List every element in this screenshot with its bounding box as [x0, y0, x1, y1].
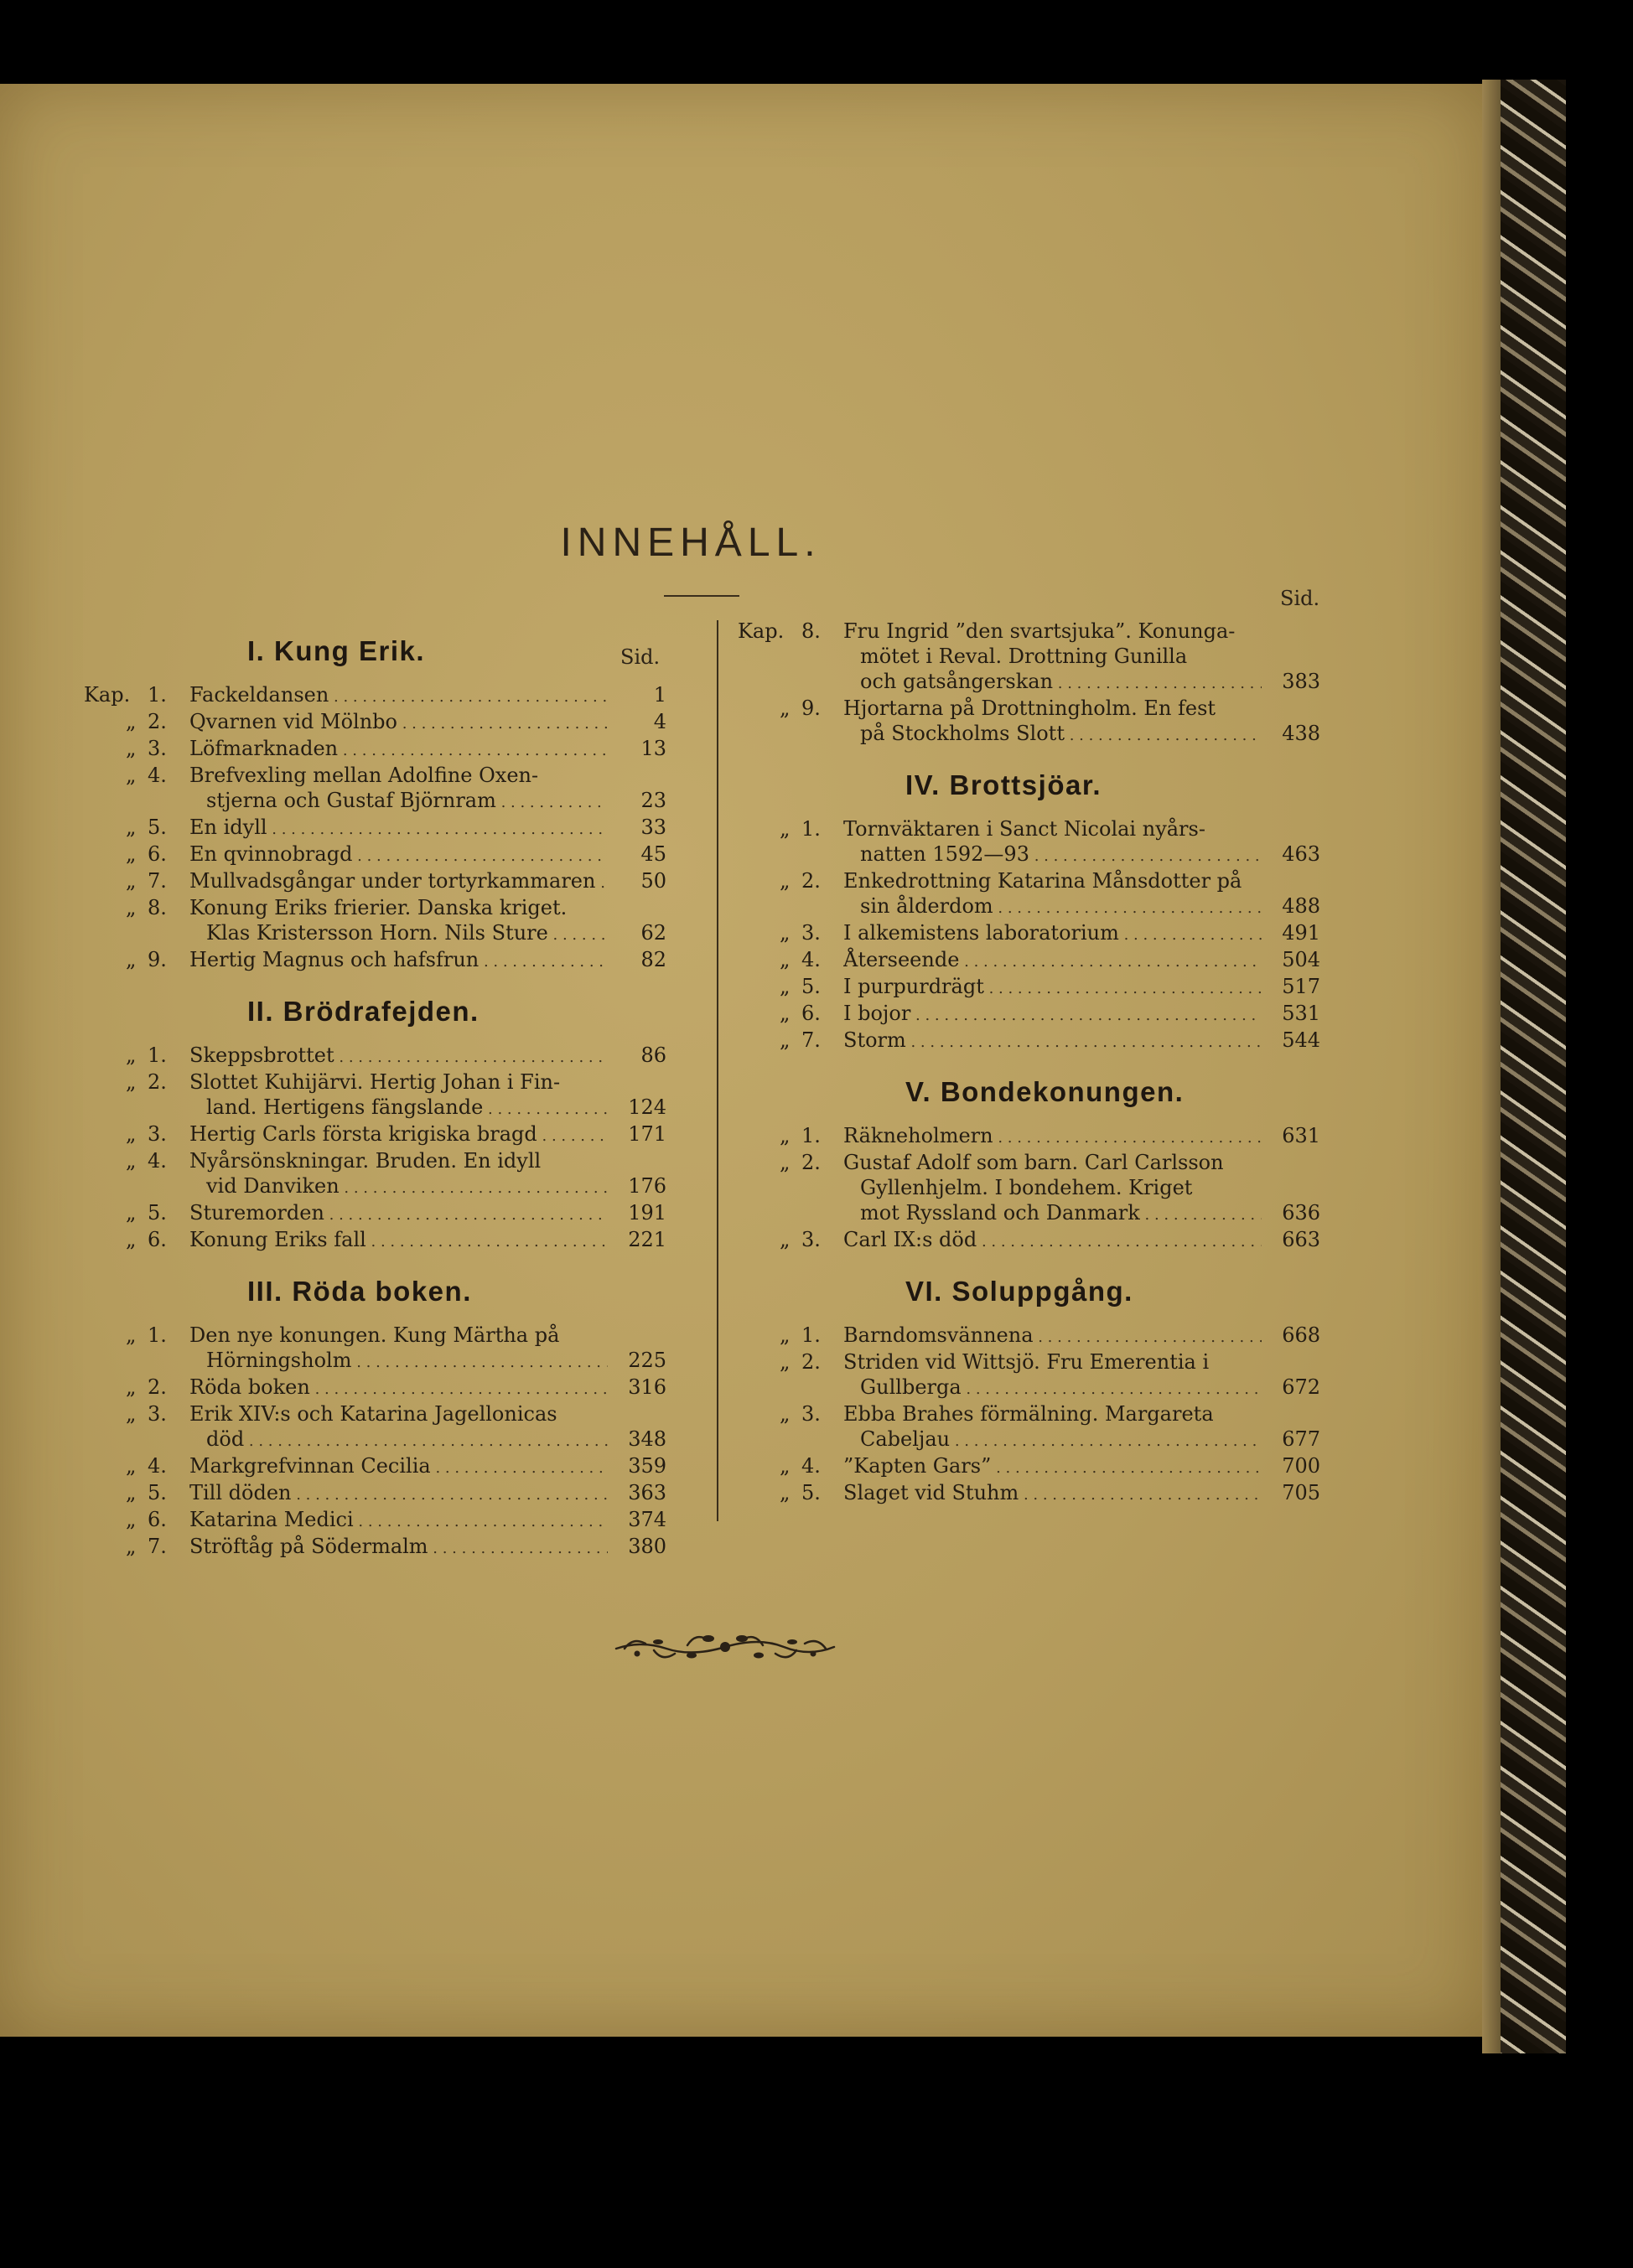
- chapter-title: [189, 1480, 608, 1505]
- chapter-number: 2.: [148, 710, 167, 733]
- chapter-title: [189, 947, 608, 972]
- toc-entry: [84, 1148, 666, 1199]
- toc-entry: [84, 736, 666, 761]
- chapter-number: 2.: [148, 1070, 167, 1094]
- chapter-title-line: Sturemorden . . .: [189, 1200, 608, 1225]
- page-number: 124: [628, 1095, 666, 1119]
- chapter-marker: „: [126, 948, 137, 971]
- chapter-number: 1.: [148, 1323, 167, 1347]
- toc-entry: [738, 1349, 1320, 1400]
- chapter-title: [189, 682, 608, 707]
- page-number: 668: [1282, 1323, 1320, 1347]
- page-number: 700: [1282, 1454, 1320, 1478]
- chapter-marker: „: [126, 1043, 137, 1067]
- chapter-number: 5.: [148, 816, 167, 839]
- page-number: 62: [640, 921, 666, 945]
- chapter-title-line: I alkemistens laboratorium . . .: [843, 920, 1262, 945]
- chapter-title-line: Räkneholmern . . .: [843, 1123, 1262, 1148]
- toc-entry: [84, 895, 666, 945]
- chapter-title: [843, 947, 1262, 972]
- chapter-title-line: Ströftåg på Södermalm . . .: [189, 1534, 608, 1559]
- chapter-number: 4.: [148, 764, 167, 787]
- toc-entry: [84, 1375, 666, 1400]
- chapter-title-line: och gatsångerskan . . .: [843, 669, 1262, 694]
- chapter-title: [843, 619, 1262, 694]
- chapter-marker: „: [126, 816, 137, 839]
- chapter-number: 8.: [148, 896, 167, 919]
- chapter-title: [843, 1150, 1262, 1225]
- chapter-title: [189, 815, 608, 840]
- chapter-marker: „: [780, 1350, 791, 1374]
- chapter-title-line: Tornväktaren i Sanct Nicolai nyårs-: [843, 817, 1205, 841]
- section-heading: III. Röda boken.: [247, 1276, 472, 1307]
- chapter-title: [189, 1069, 608, 1120]
- page-number: 13: [640, 737, 666, 760]
- page-number: 50: [640, 869, 666, 893]
- page-number: 491: [1282, 921, 1320, 945]
- chapter-marker: „: [126, 1508, 137, 1531]
- chapter-title: [189, 1043, 608, 1068]
- chapter-number: 4.: [801, 948, 821, 971]
- chapter-title-line: Ebba Brahes förmälning. Margareta: [843, 1402, 1214, 1426]
- chapter-marker: „: [126, 896, 137, 919]
- page-number: 672: [1282, 1375, 1320, 1399]
- page-number: 380: [628, 1535, 666, 1558]
- toc-entry: [84, 868, 666, 893]
- chapter-number: 3.: [148, 1122, 167, 1146]
- page-number: 531: [1282, 1002, 1320, 1025]
- chapter-title: [843, 1028, 1262, 1053]
- chapter-number: 4.: [148, 1149, 167, 1173]
- chapter-title-line: Carl IX:s död . . .: [843, 1227, 1262, 1252]
- chapter-title: [189, 1323, 608, 1373]
- chapter-number: 7.: [148, 1535, 167, 1558]
- chapter-marker: „: [126, 1149, 137, 1173]
- page-number: 359: [628, 1454, 666, 1478]
- chapter-title-line: I purpurdrägt . . .: [843, 974, 1262, 999]
- chapter-title-line: En idyll . . .: [189, 815, 608, 840]
- chapter-title: [843, 920, 1262, 945]
- toc-entry: [84, 1200, 666, 1225]
- chapter-marker: „: [780, 948, 791, 971]
- page-number: 45: [640, 842, 666, 866]
- chapter-title: [843, 816, 1262, 867]
- chapter-title: [189, 841, 608, 867]
- toc-entry: [738, 947, 1320, 972]
- page-number: 374: [628, 1508, 666, 1531]
- chapter-title-line: Till döden . . .: [189, 1480, 608, 1505]
- chapter-title-line: land. Hertigens fängslande . . .: [189, 1095, 608, 1120]
- chapter-title-line: Gullberga . . .: [843, 1375, 1262, 1400]
- chapter-title-line: Cabeljau . . .: [843, 1427, 1262, 1452]
- page-number: 383: [1282, 670, 1320, 693]
- chapter-title: [189, 1200, 608, 1225]
- chapter-title-line: död . . .: [189, 1427, 608, 1452]
- chapter-title-line: Hörningsholm . . .: [189, 1348, 608, 1373]
- page-number: 517: [1282, 975, 1320, 998]
- page-title: INNEHÅLL.: [560, 520, 822, 565]
- chapter-title: [843, 974, 1262, 999]
- chapter-title-line: vid Danviken . . .: [189, 1173, 608, 1199]
- chapter-marker: „: [126, 710, 137, 733]
- chapter-title-line: sin ålderdom . . .: [843, 893, 1262, 919]
- chapter-title-line: Slottet Kuhijärvi. Hertig Johan i Fin-: [189, 1070, 561, 1094]
- chapter-title-line: Gyllenhjelm. I bondehem. Kriget: [860, 1176, 1193, 1199]
- section-heading: IV. Brottsjöar.: [905, 769, 1102, 800]
- chapter-marker: „: [126, 1402, 137, 1426]
- chapter-title: [189, 1375, 608, 1400]
- chapter-number: 3.: [148, 737, 167, 760]
- chapter-marker: „: [780, 1481, 791, 1504]
- toc-entry: [738, 1323, 1320, 1348]
- page-number: 504: [1282, 948, 1320, 971]
- chapter-number: 5.: [801, 975, 821, 998]
- chapter-marker: „: [780, 1002, 791, 1025]
- section-heading: I. Kung Erik.: [247, 635, 426, 666]
- toc-entry: [84, 1401, 666, 1452]
- chapter-marker: „: [780, 1124, 791, 1147]
- chapter-number: 7.: [801, 1028, 821, 1052]
- toc-entry: [738, 816, 1320, 867]
- column-divider: [717, 620, 718, 1521]
- chapter-title-line: Erik XIV:s och Katarina Jagellonicas: [189, 1402, 557, 1426]
- chapter-number: 3.: [801, 921, 821, 945]
- page-number: 438: [1282, 722, 1320, 745]
- chapter-title: [189, 709, 608, 734]
- section-heading: V. Bondekonungen.: [905, 1076, 1185, 1107]
- chapter-title-line: stjerna och Gustaf Björnram . . .: [189, 788, 608, 813]
- chapter-title-line: Striden vid Wittsjö. Fru Emerentia i: [843, 1350, 1210, 1374]
- page-number: 86: [640, 1043, 666, 1067]
- toc-entry: [738, 1453, 1320, 1478]
- page-number: 4: [653, 710, 666, 733]
- chapter-title: [843, 696, 1262, 746]
- section-heading: II. Brödrafejden.: [247, 996, 480, 1027]
- book-spine: [1482, 80, 1566, 2053]
- toc-entry: [738, 1401, 1320, 1452]
- title-rule: [664, 595, 739, 597]
- chapter-number: 7.: [148, 869, 167, 893]
- page-number: 631: [1282, 1124, 1320, 1147]
- chapter-number: 1.: [148, 1043, 167, 1067]
- chapter-marker: „: [780, 1454, 791, 1478]
- chapter-marker: „: [780, 817, 791, 841]
- chapter-title-line: Slaget vid Stuhm . . .: [843, 1480, 1262, 1505]
- chapter-marker: „: [780, 1402, 791, 1426]
- chapter-title-line: Markgrefvinnan Cecilia . . .: [189, 1453, 608, 1478]
- chapter-number: 6.: [148, 842, 167, 866]
- chapter-title-line: Löfmarknaden . . .: [189, 736, 608, 761]
- chapter-marker: Kap.: [738, 619, 785, 643]
- chapter-title-line: Röda boken . . .: [189, 1375, 608, 1400]
- chapter-title-line: Nyårsönskningar. Bruden. En idyll: [189, 1149, 542, 1173]
- chapter-title: [189, 1121, 608, 1147]
- toc-entry: [84, 947, 666, 972]
- chapter-title: [843, 868, 1262, 919]
- chapter-marker: „: [126, 764, 137, 787]
- chapter-number: 8.: [801, 619, 821, 643]
- chapter-marker: „: [126, 1201, 137, 1225]
- page-number: 705: [1282, 1481, 1320, 1504]
- page-number: 544: [1282, 1028, 1320, 1052]
- toc-entry: [738, 1001, 1320, 1026]
- chapter-number: 3.: [148, 1402, 167, 1426]
- chapter-title: [843, 1349, 1262, 1400]
- chapter-title-line: En qvinnobragd . . .: [189, 841, 608, 867]
- chapter-title-line: Den nye konungen. Kung Märtha på: [189, 1323, 560, 1347]
- chapter-number: 5.: [148, 1481, 167, 1504]
- page-number: 176: [628, 1174, 666, 1198]
- chapter-title: [843, 1001, 1262, 1026]
- chapter-title: [189, 736, 608, 761]
- chapter-number: 1.: [801, 1124, 821, 1147]
- floral-ornament-icon: [608, 1622, 842, 1672]
- chapter-title-line: Qvarnen vid Mölnbo . . .: [189, 709, 608, 734]
- chapter-title: [189, 1148, 608, 1199]
- page-number: 677: [1282, 1427, 1320, 1451]
- chapter-title: [189, 763, 608, 813]
- chapter-number: 2.: [801, 1350, 821, 1374]
- chapter-number: 4.: [148, 1454, 167, 1478]
- chapter-number: 4.: [801, 1454, 821, 1478]
- toc-entry: [84, 709, 666, 734]
- section-heading: VI. Soluppgång.: [905, 1276, 1133, 1307]
- page-number: 488: [1282, 894, 1320, 918]
- chapter-marker: „: [780, 975, 791, 998]
- toc-entry: [738, 1123, 1320, 1148]
- chapter-number: 2.: [801, 869, 821, 893]
- chapter-title: [843, 1123, 1262, 1148]
- chapter-number: 2.: [148, 1375, 167, 1399]
- chapter-marker: „: [126, 737, 137, 760]
- chapter-marker: „: [126, 1323, 137, 1347]
- chapter-title-line: Barndomsvännena . . .: [843, 1323, 1262, 1348]
- chapter-title-line: på Stockholms Slott . . .: [843, 721, 1262, 746]
- chapter-marker: „: [126, 1070, 137, 1094]
- chapter-number: 9.: [801, 696, 821, 720]
- chapter-number: 1.: [801, 817, 821, 841]
- chapter-marker: Kap.: [84, 683, 131, 707]
- chapter-title: [843, 1480, 1262, 1505]
- chapter-marker: „: [780, 696, 791, 720]
- chapter-marker: „: [780, 1151, 791, 1174]
- chapter-title: [843, 1227, 1262, 1252]
- chapter-title-line: natten 1592—93 . . .: [843, 841, 1262, 867]
- toc-entry: [738, 696, 1320, 746]
- chapter-marker: „: [780, 1028, 791, 1052]
- chapter-marker: „: [126, 1122, 137, 1146]
- toc-entry: [84, 1121, 666, 1147]
- chapter-number: 1.: [148, 683, 167, 707]
- toc-entry: [738, 974, 1320, 999]
- toc-entry: [738, 1028, 1320, 1053]
- chapter-title-line: Fackeldansen . . .: [189, 682, 608, 707]
- chapter-number: 5.: [148, 1201, 167, 1225]
- toc-entry: [738, 1480, 1320, 1505]
- page-number: 348: [628, 1427, 666, 1451]
- toc-entry: [84, 1323, 666, 1373]
- toc-entry: [84, 763, 666, 813]
- chapter-title: [189, 1453, 608, 1478]
- chapter-title-line: Konung Eriks frierier. Danska kriget.: [189, 896, 568, 919]
- toc-entry: [84, 1227, 666, 1252]
- chapter-marker: „: [780, 921, 791, 945]
- page-number: 191: [628, 1201, 666, 1225]
- toc-entry: [84, 815, 666, 840]
- chapter-number: 6.: [148, 1508, 167, 1531]
- chapter-number: 6.: [148, 1228, 167, 1251]
- toc-entry: [84, 1069, 666, 1120]
- chapter-marker: „: [780, 869, 791, 893]
- chapter-marker: „: [126, 1228, 137, 1251]
- chapter-title-line: Återseende . . .: [843, 947, 1262, 972]
- chapter-title: [843, 1401, 1262, 1452]
- sid-label: Sid.: [620, 645, 661, 669]
- chapter-title-line: Mullvadsgångar under tortyrkammaren . . .: [189, 868, 608, 893]
- chapter-number: 3.: [801, 1402, 821, 1426]
- chapter-title-line: Konung Eriks fall . . .: [189, 1227, 608, 1252]
- chapter-title: [189, 1227, 608, 1252]
- chapter-title-line: Enkedrottning Katarina Månsdotter på: [843, 869, 1242, 893]
- chapter-title-line: Klas Kristersson Horn. Nils Sture . . .: [189, 920, 608, 945]
- chapter-number: 3.: [801, 1228, 821, 1251]
- chapter-title: [189, 868, 608, 893]
- page-number: 225: [628, 1349, 666, 1372]
- chapter-marker: „: [780, 1228, 791, 1251]
- chapter-number: 1.: [801, 1323, 821, 1347]
- chapter-marker: „: [126, 869, 137, 893]
- page-number: 221: [628, 1228, 666, 1251]
- chapter-title-line: Hertig Carls första krigiska bragd . . .: [189, 1121, 608, 1147]
- page-number: 463: [1282, 842, 1320, 866]
- sid-label: Sid.: [1280, 587, 1320, 610]
- page-number: 363: [628, 1481, 666, 1504]
- toc-entry: [738, 619, 1320, 694]
- chapter-title-line: ”Kapten Gars” . . .: [843, 1453, 1262, 1478]
- toc-entry: [84, 1453, 666, 1478]
- chapter-number: 2.: [801, 1151, 821, 1174]
- chapter-title: [189, 1534, 608, 1559]
- chapter-title-line: mot Ryssland och Danmark . . .: [843, 1200, 1262, 1225]
- toc-entry: [84, 1534, 666, 1559]
- chapter-marker: „: [126, 1535, 137, 1558]
- chapter-number: 9.: [148, 948, 167, 971]
- page-number: 23: [640, 789, 666, 812]
- page-number: 316: [628, 1375, 666, 1399]
- page-number: 33: [640, 816, 666, 839]
- chapter-title-line: Hertig Magnus och hafsfrun . . .: [189, 947, 608, 972]
- chapter-title-line: Fru Ingrid ”den svartsjuka”. Konunga-: [843, 619, 1236, 643]
- page-number: 82: [640, 948, 666, 971]
- chapter-marker: „: [126, 1454, 137, 1478]
- chapter-title-line: Storm . . .: [843, 1028, 1262, 1053]
- chapter-number: 6.: [801, 1002, 821, 1025]
- chapter-title-line: Gustaf Adolf som barn. Carl Carlsson: [843, 1151, 1224, 1174]
- chapter-title-line: mötet i Reval. Drottning Gunilla: [860, 645, 1188, 668]
- chapter-title-line: I bojor . . .: [843, 1001, 1262, 1026]
- page-number: 663: [1282, 1228, 1320, 1251]
- chapter-title: [189, 895, 608, 945]
- toc-entry: [738, 868, 1320, 919]
- chapter-title-line: Katarina Medici . . .: [189, 1507, 608, 1532]
- chapter-title: [189, 1507, 608, 1532]
- page-number: 1: [653, 683, 666, 707]
- chapter-title: [843, 1323, 1262, 1348]
- toc-entry: [84, 1043, 666, 1068]
- chapter-marker: „: [126, 842, 137, 866]
- toc-entry: [84, 1480, 666, 1505]
- page-number: 636: [1282, 1201, 1320, 1225]
- chapter-marker: „: [780, 1323, 791, 1347]
- chapter-title-line: Hjortarna på Drottningholm. En fest: [843, 696, 1216, 720]
- chapter-number: 5.: [801, 1481, 821, 1504]
- toc-entry: [738, 1150, 1320, 1225]
- chapter-marker: „: [126, 1481, 137, 1504]
- chapter-title-line: Skeppsbrottet . . .: [189, 1043, 608, 1068]
- toc-entry: [738, 920, 1320, 945]
- page-number: 171: [628, 1122, 666, 1146]
- chapter-title: [843, 1453, 1262, 1478]
- toc-entry: [84, 841, 666, 867]
- chapter-marker: „: [126, 1375, 137, 1399]
- toc-entry: [84, 682, 666, 707]
- chapter-title: [189, 1401, 608, 1452]
- chapter-title-line: Brefvexling mellan Adolfine Oxen-: [189, 764, 539, 787]
- toc-entry: [84, 1507, 666, 1532]
- toc-entry: [738, 1227, 1320, 1252]
